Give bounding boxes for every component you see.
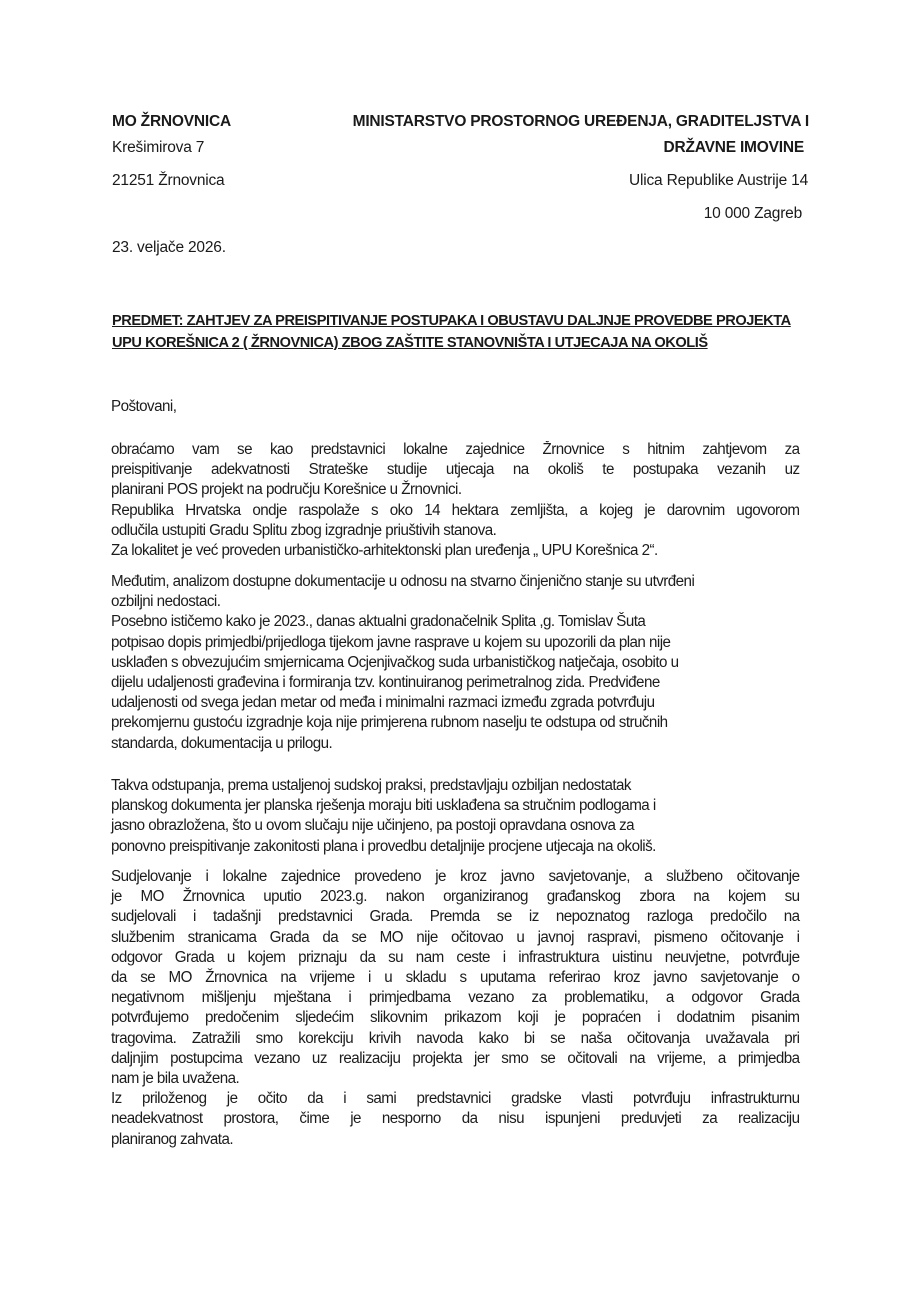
letter-date: 23. veljače 2026. — [112, 239, 226, 256]
text-line: odlučila ustupiti Gradu Splitu zbog izgradnje priuštivih stanova. — [111, 521, 497, 539]
text-line: negativnom mišljenju mještana i primjedbama vezano za problematiku, a odgovor Grada — [111, 989, 800, 1007]
text-line: udaljenosti od svega jedan metar od međa i minimalni razmaci između zgrada potvrđuju — [111, 694, 655, 712]
text-line: nam je bila uvažena. — [111, 1070, 240, 1088]
text-line: Posebno ističemo kako je 2023., danas aktualni gradonačelnik Splita ,g. Tomislav Šuta — [111, 613, 646, 631]
text-line: planiranog zahvata. — [111, 1130, 234, 1148]
text-line: Takva odstupanja, prema ustaljenoj sudskoj praksi, predstavljaju ozbiljan nedostatak — [111, 777, 631, 794]
text-line: Iz priloženog je očito da i sami predstavnici gradske vlasti potvrđuju infrastrukturnu — [111, 1090, 800, 1108]
sender-city: 21251 Žrnovnica — [112, 172, 225, 189]
text-line: planskog dokumenta jer planska rješenja moraju biti usklađena sa stručnim podlogama i — [111, 797, 656, 815]
recipient-name-line2: DRŽAVNE IMOVINE — [663, 139, 804, 156]
text-line: Republika Hrvatska ondje raspolaže s oko 14 hektara zemljišta, a kojeg je darovnim ugovorom — [111, 501, 800, 519]
text-line: standarda, dokumentacija u prilogu. — [111, 734, 333, 752]
text-line: potvrđujemo predočenim sljedećim slikovnim prikazom koji je popraćen i dodatnim pisanim — [111, 1009, 800, 1027]
subject-line: UPU KOREŠNICA 2 ( ŽRNOVNICA) ZBOG ZAŠTITE STANOVNIŠTA I UTJECAJA NA OKOLIŠ — [112, 335, 708, 351]
text-line: je MO Žrnovnica uputio 2023.g. nakon organiziranog građanskog zbora na kojem su — [111, 888, 800, 906]
recipient-street: Ulica Republike Austrije 14 — [629, 172, 808, 189]
sender-street: Krešimirova 7 — [112, 139, 205, 156]
text-line: ponovno preispitivanje zakonitosti plana i provedbu detaljnije procjene utjecaja na okoliš. — [111, 837, 656, 855]
text-line: preispitivanje adekvatnosti Strateške studije utjecaja na okoliš te postupaka vezanih uz — [111, 461, 800, 479]
recipient-name-line1: MINISTARSTVO PROSTORNOG UREĐENJA, GRADITELJSTVA I — [352, 113, 809, 130]
paragraph-public-consultation — [111, 867, 800, 1150]
paragraph-intro — [111, 440, 800, 561]
text-line: usklađen s obvezujućim smjernicama Ocjenjivačkog suda urbanističkog natječaja, osobito u — [111, 653, 679, 671]
text-line: Za lokalitet je već proveden urbanističko-arhitektonski plan uređenja „ UPU Korešnica 2“. — [111, 542, 658, 560]
text-line: neadekvatnost prostora, čime je nesporno da nisu ispunjeni preduvjeti za realizaciju — [111, 1110, 800, 1128]
text-line: službenim stranicama Grada da se MO nije očitovao u javnoj raspravi, pismeno očitovanje i — [111, 928, 800, 946]
paragraph-legal-practice — [111, 776, 800, 857]
text-line: sudjelovali i tadašnji predstavnici Grada. Premda se iz nepoznatog razloga predočilo na — [111, 908, 800, 926]
text-line: obraćamo vam se kao predstavnici lokalne zajednice Žrnovnice s hitnim zahtjevom za — [111, 441, 800, 458]
paragraph-deficiencies — [111, 572, 800, 754]
subject-line: PREDMET: ZAHTJEV ZA PREISPITIVANJE POSTUPAKA I OBUSTAVU DALJNJE PROVEDBE PROJEKTA — [112, 313, 791, 329]
salutation: Poštovani, — [111, 398, 177, 415]
subject-heading — [112, 310, 812, 354]
text-line: tragovima. Zatražili smo korekciju krivih navoda kako bi se naša očitovanja uvažavala pri — [111, 1029, 800, 1047]
text-line: daljnjim postupcima vezano uz realizaciju projekta jer smo se očitovali na vrijeme, a primjedba — [111, 1049, 800, 1067]
text-line: jasno obrazložena, što u ovom slučaju nije učinjeno, pa postoji opravdana osnova za — [111, 817, 635, 835]
sender-name: MO ŽRNOVNICA — [112, 113, 232, 130]
text-line: ozbiljni nedostaci. — [111, 593, 221, 611]
text-line: potpisao dopis primjedbi/prijedloga tijekom javne rasprave u kojem su upozorili da plan nije — [111, 633, 671, 651]
text-line: dijelu udaljenosti građevina i formiranja tzv. kontinuiranog perimetralnog zida. Predviđene — [111, 674, 660, 692]
recipient-city: 10 000 Zagreb — [703, 205, 802, 222]
text-line: Sudjelovanje i lokalne zajednice provedeno je kroz javno savjetovanje, a službeno očitovanje — [111, 868, 800, 885]
text-line: da se MO Žrnovnica na vrijeme i u skladu s uputama referirao kroz javno savjetovanje o — [111, 969, 800, 987]
text-line: odgovor Grada u kojem priznaju da su nam ceste i infrastruktura uistinu neuvjetne, potvrđuje — [111, 948, 800, 966]
text-line: planirani POS projekt na području Korešnice u Žrnovnici. — [111, 481, 462, 499]
text-line: Međutim, analizom dostupne dokumentacije u odnosu na stvarno činjenično stanje su utvrđeni — [111, 573, 695, 590]
text-line: prekomjernu gustoću izgradnje koja nije primjerena rubnom naselju te odstupa od stručnih — [111, 714, 668, 732]
